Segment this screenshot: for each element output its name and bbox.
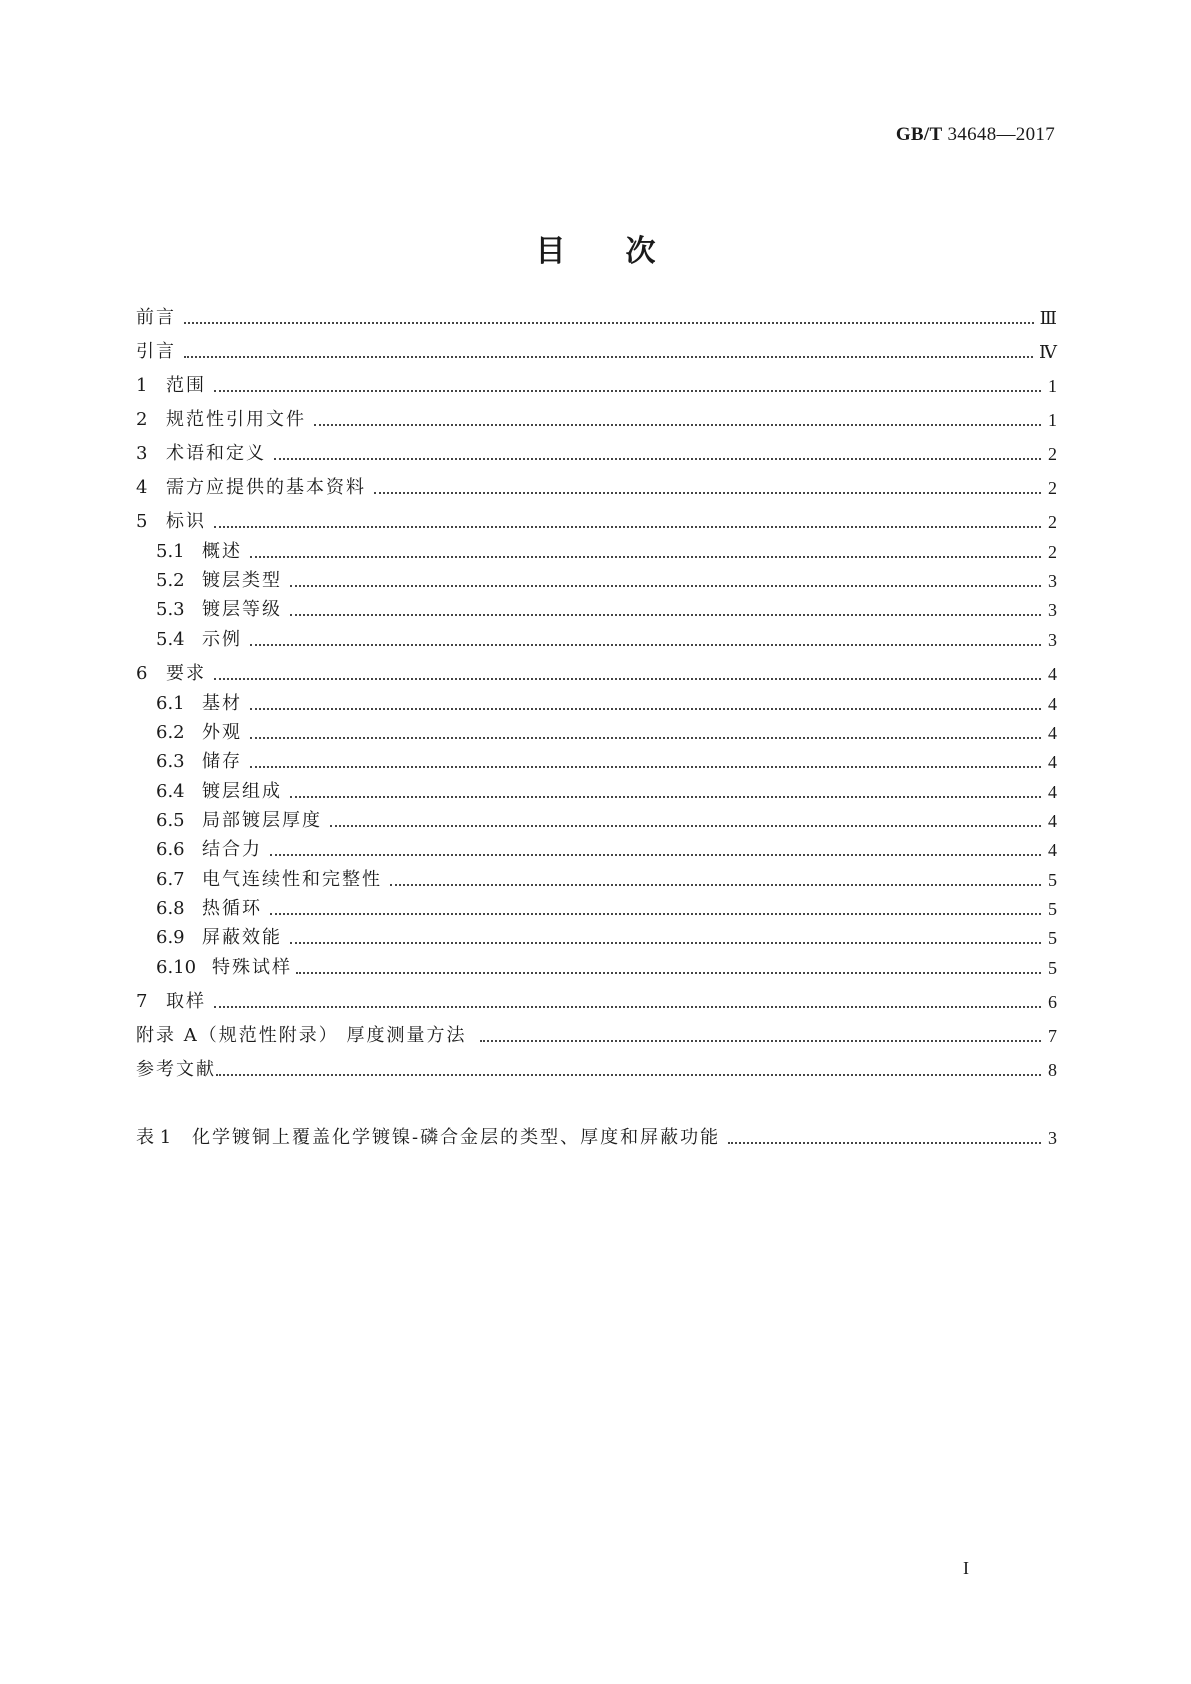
toc-entry-label: 标识 <box>166 511 206 532</box>
toc-entry-6-5[interactable] <box>156 807 1057 833</box>
toc-entry-number: 6.4 <box>156 781 185 802</box>
toc-entry-page: 4 <box>1048 723 1057 743</box>
toc-entry-label: 电气连续性和完整性 <box>202 869 382 890</box>
toc-entry-label: 基材 <box>202 693 242 714</box>
toc-entry-number: 6.5 <box>156 810 185 831</box>
toc-entry-label: 镀层组成 <box>202 781 282 802</box>
toc-entry-number: 6.10 <box>156 957 197 978</box>
toc-entry-number: 5.1 <box>156 541 185 562</box>
toc-entry-6-10[interactable] <box>156 954 1057 980</box>
toc-entry-label: 附录 A（规范性附录） 厚度测量方法 <box>136 1025 467 1046</box>
toc-entry-number: 6.1 <box>156 693 185 714</box>
toc-leader-dots <box>270 913 1041 915</box>
toc-entry-label: 前言 <box>136 307 176 328</box>
toc-entry-page: 4 <box>1048 664 1057 684</box>
page-title: 目次 <box>535 234 716 269</box>
toc-leader-dots <box>250 708 1041 710</box>
toc-entry-label: 规范性引用文件 <box>166 409 306 430</box>
toc-entry-number: 6 <box>136 663 148 684</box>
toc-entry-page: 4 <box>1048 811 1057 831</box>
toc-leader-dots <box>250 644 1041 646</box>
toc-entry-page: 2 <box>1048 542 1057 562</box>
toc-entry-2[interactable] <box>136 406 1057 432</box>
toc-entry-6-2[interactable] <box>156 719 1057 745</box>
toc-entry-6-1[interactable] <box>156 690 1057 716</box>
toc-leader-dots <box>270 854 1041 856</box>
toc-leader-dots <box>290 796 1041 798</box>
standard-prefix: GB/T <box>895 124 943 145</box>
toc-leader-dots <box>184 322 1034 324</box>
toc-entry-page: 1 <box>1048 376 1057 396</box>
toc-entry-5-4[interactable] <box>156 626 1057 652</box>
page-number: I <box>963 1558 969 1578</box>
toc-entry-page: 4 <box>1048 694 1057 714</box>
toc-leader-dots <box>214 678 1041 680</box>
toc-entry-5-2[interactable] <box>156 567 1057 593</box>
toc-entry-number: 3 <box>136 443 148 464</box>
toc-leader-dots <box>250 766 1041 768</box>
toc-entry-page: 5 <box>1048 958 1057 978</box>
toc-leader-dots <box>214 390 1041 392</box>
toc-entry-6-8[interactable] <box>156 895 1057 921</box>
toc-entry-page: 6 <box>1048 992 1057 1012</box>
toc-entry-label: 结合力 <box>202 839 262 860</box>
toc-entry-page: 8 <box>1048 1060 1057 1080</box>
toc-entry-5-3[interactable] <box>156 596 1057 622</box>
toc-entry-number: 表 1 <box>136 1127 172 1148</box>
toc-entry-6-3[interactable] <box>156 748 1057 774</box>
toc-entry-bibliography[interactable] <box>136 1056 1057 1082</box>
toc-entry-label: 热循环 <box>202 898 262 919</box>
toc-entry-number: 6.9 <box>156 927 185 948</box>
toc-entry-3[interactable] <box>136 440 1057 466</box>
toc-entry-label: 镀层类型 <box>202 570 282 591</box>
toc-leader-dots <box>290 942 1041 944</box>
toc-entry-number: 2 <box>136 409 148 430</box>
toc-leader-dots <box>214 1006 1041 1008</box>
toc-entry-6-4[interactable] <box>156 778 1057 804</box>
toc-entry-number: 1 <box>136 375 148 396</box>
toc-entry-4[interactable] <box>136 474 1057 500</box>
toc-leader-dots <box>216 1074 1041 1076</box>
toc-entry-page: 5 <box>1048 928 1057 948</box>
toc-entry-number: 5.2 <box>156 570 185 591</box>
toc-entry-page: 4 <box>1048 782 1057 802</box>
toc-leader-dots <box>480 1040 1041 1042</box>
toc-leader-dots <box>214 526 1041 528</box>
toc-entry-page: 7 <box>1048 1026 1057 1046</box>
toc-leader-dots <box>184 356 1033 358</box>
toc-entry-page: 4 <box>1048 752 1057 772</box>
standard-code <box>896 124 1055 146</box>
toc-entry-page: 2 <box>1048 444 1057 464</box>
toc-entry-7[interactable] <box>136 988 1057 1014</box>
toc-leader-dots <box>330 825 1041 827</box>
toc-entry-label: 概述 <box>202 541 242 562</box>
toc-entry-6-9[interactable] <box>156 924 1057 950</box>
toc-entry-label: 取样 <box>166 991 206 1012</box>
toc-entry-page: Ⅳ <box>1039 342 1057 362</box>
toc-entry-label: 示例 <box>202 629 242 650</box>
toc-entry-1[interactable] <box>136 372 1057 398</box>
toc-leader-dots <box>274 458 1041 460</box>
toc-leader-dots <box>250 556 1041 558</box>
toc-entry-foreword[interactable] <box>136 304 1057 330</box>
toc-entry-page: 3 <box>1048 571 1057 591</box>
toc-entry-5[interactable] <box>136 508 1057 534</box>
toc-entry-page: Ⅲ <box>1039 308 1057 328</box>
toc-leader-dots <box>290 585 1041 587</box>
standard-number: 34648—2017 <box>947 124 1055 145</box>
toc-entry-page: 3 <box>1048 1128 1057 1148</box>
toc-entry-number: 5 <box>136 511 148 532</box>
toc-entry-page: 2 <box>1048 478 1057 498</box>
toc-entry-number: 5.3 <box>156 599 185 620</box>
toc-entry-label: 要求 <box>166 663 206 684</box>
toc-entry-page: 5 <box>1048 870 1057 890</box>
toc-entry-label: 局部镀层厚度 <box>202 810 322 831</box>
toc-entry-introduction[interactable] <box>136 338 1057 364</box>
toc-entry-6-7[interactable] <box>156 866 1057 892</box>
toc-entry-number: 6.3 <box>156 751 185 772</box>
toc-entry-label: 需方应提供的基本资料 <box>166 477 366 498</box>
toc-entry-page: 4 <box>1048 840 1057 860</box>
toc-entry-6-6[interactable] <box>156 836 1057 862</box>
toc-entry-label: 镀层等级 <box>202 599 282 620</box>
toc-leader-dots <box>250 737 1041 739</box>
toc-entry-label: 外观 <box>202 722 242 743</box>
toc-entry-label: 参考文献 <box>136 1059 216 1080</box>
toc-leader-dots <box>296 972 1041 974</box>
toc-entry-table-1[interactable] <box>136 1124 1057 1150</box>
toc-entry-number: 6.7 <box>156 869 185 890</box>
toc-leader-dots <box>390 884 1041 886</box>
toc-entry-number: 7 <box>136 991 148 1012</box>
toc-entry-label: 屏蔽效能 <box>202 927 282 948</box>
toc-leader-dots <box>314 424 1041 426</box>
toc-entry-label: 引言 <box>136 341 176 362</box>
toc-entry-5-1[interactable] <box>156 538 1057 564</box>
toc-entry-label: 术语和定义 <box>166 443 266 464</box>
toc-entry-page: 2 <box>1048 512 1057 532</box>
toc-leader-dots <box>290 614 1041 616</box>
toc-leader-dots <box>374 492 1041 494</box>
toc-entry-label: 化学镀铜上覆盖化学镀镍-磷合金层的类型、厚度和屏蔽功能 <box>192 1127 721 1148</box>
toc-entry-annex-a[interactable] <box>136 1022 1057 1048</box>
toc-entry-label: 特殊试样 <box>212 957 292 978</box>
toc-entry-label: 储存 <box>202 751 242 772</box>
toc-entry-number: 4 <box>136 477 148 498</box>
toc-leader-dots <box>728 1142 1041 1144</box>
toc-entry-6[interactable] <box>136 660 1057 686</box>
toc-entry-number: 6.2 <box>156 722 185 743</box>
toc-entry-page: 3 <box>1048 630 1057 650</box>
toc-entry-page: 3 <box>1048 600 1057 620</box>
toc-entry-number: 6.8 <box>156 898 185 919</box>
toc-entry-page: 5 <box>1048 899 1057 919</box>
toc-entry-number: 5.4 <box>156 629 185 650</box>
toc-entry-number: 6.6 <box>156 839 185 860</box>
toc-entry-label: 范围 <box>166 375 206 396</box>
toc-entry-page: 1 <box>1048 410 1057 430</box>
